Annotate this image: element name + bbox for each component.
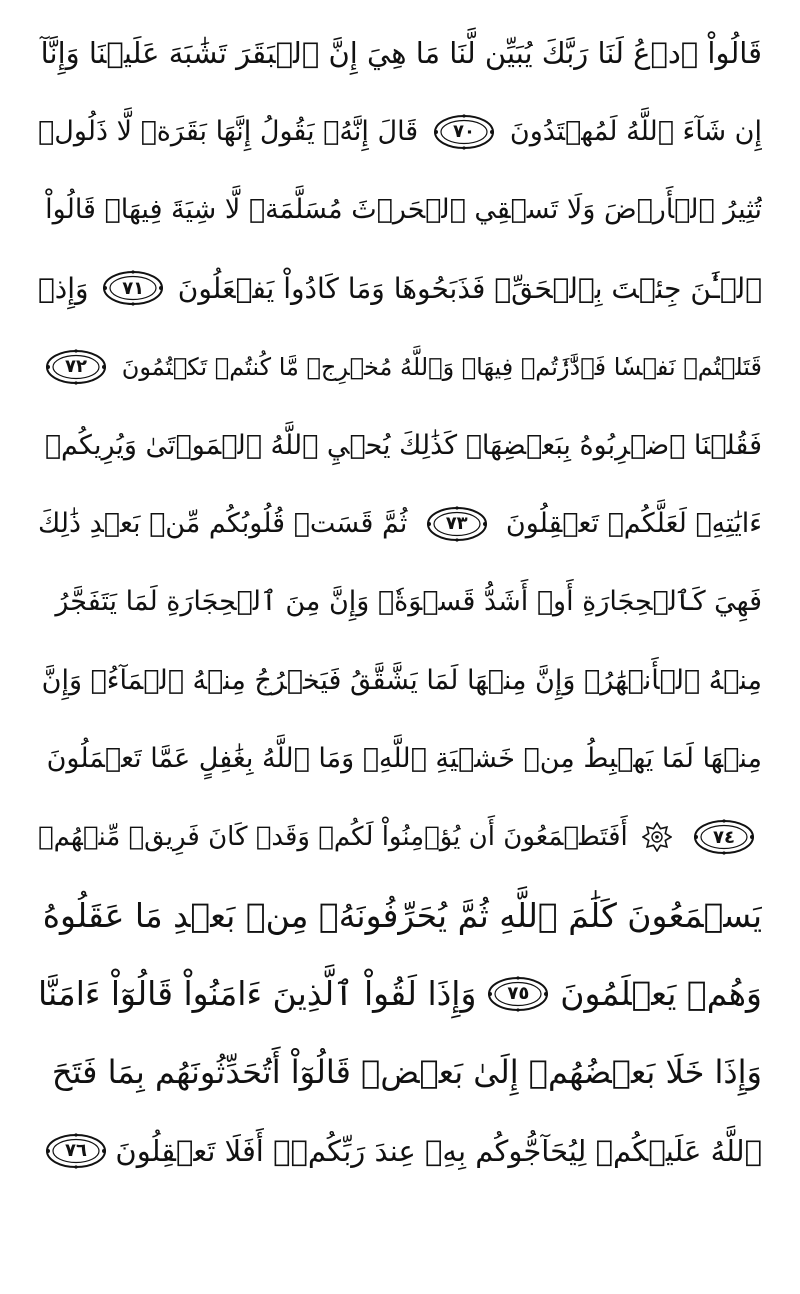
verse-line xyxy=(38,14,762,92)
verse-text: وَإِذَا لَقُواْ ٱلَّذِينَ ءَامَنُواْ قَالُوٓاْ ءَامَنَّا xyxy=(38,974,477,1014)
verse-line xyxy=(38,171,762,249)
verse-line xyxy=(38,1111,762,1189)
ayah-number: ٧٤ xyxy=(713,826,735,848)
verse-text: وَإِذۡ xyxy=(38,271,89,305)
verse-text: مِنۡهَا لَمَا يَهۡبِطُ مِنۡ خَشۡيَةِ ٱللَّهِۗ وَمَا ٱللَّهُ بِغَٰفِلٍ عَمَّا تَعۡمَلُونَ xyxy=(46,743,762,775)
verse-line xyxy=(38,1033,762,1111)
verse-text: تُثِيرُ ٱلۡأَرۡضَ وَلَا تَسۡقِي ٱلۡحَرۡثَ مُسَلَّمَةٞ لَّا شِيَةَ فِيهَاۚ قَالُواْ xyxy=(45,194,762,226)
ayah-number: ٧٦ xyxy=(65,1140,87,1162)
verse-line xyxy=(38,406,762,484)
ayah-number: ٧١ xyxy=(122,277,145,299)
verse-text: يَسۡمَعُونَ كَلَٰمَ ٱللَّهِ ثُمَّ يُحَرِّفُونَهُۥ مِنۢ بَعۡدِ مَا عَقَلُوهُ xyxy=(42,895,762,935)
verse-line xyxy=(38,92,762,170)
ayah-number: ٧٢ xyxy=(65,356,87,378)
ayah-number: ٧٠ xyxy=(453,121,476,143)
ayah-end-marker-icon xyxy=(44,348,108,386)
verse-text: وَإِذَا خَلَا بَعۡضُهُمۡ إِلَىٰ بَعۡضٖ قَالُوٓاْ أَتُحَدِّثُونَهُم بِمَا فَتَحَ xyxy=(51,1053,762,1092)
verse-line xyxy=(38,328,762,406)
verse-line xyxy=(38,484,762,562)
verse-line xyxy=(38,876,762,954)
verse-text: ٱلۡـَٰٔنَ جِئۡتَ بِٱلۡحَقِّۚ فَذَبَحُوهَا وَمَا كَادُواْ يَفۡعَلُونَ xyxy=(177,271,762,305)
ayah-end-marker-icon xyxy=(486,975,550,1013)
verse-text: إِن شَآءَ ٱللَّهُ لَمُهۡتَدُونَ xyxy=(509,116,762,148)
verse-text: فَهِيَ كَٱلۡحِجَارَةِ أَوۡ أَشَدُّ قَسۡوَةٗۚ وَإِنَّ مِنَ ٱلۡحِجَارَةِ لَمَا يَتَفَجَّرُ xyxy=(55,586,762,618)
ayah-end-marker-icon xyxy=(692,818,756,856)
ayah-end-marker-icon xyxy=(44,1132,108,1170)
verse-text: وَهُمۡ يَعۡلَمُونَ xyxy=(560,974,762,1014)
ayah-number: ٧٣ xyxy=(445,513,468,535)
ayah-end-marker-icon xyxy=(425,505,489,543)
ayah-number: ٧٥ xyxy=(507,983,530,1005)
verse-text: أَفَتَطۡمَعُونَ أَن يُؤۡمِنُواْ لَكُمۡ وَقَدۡ كَانَ فَرِيقٞ مِّنۡهُمۡ xyxy=(38,822,628,853)
verse-line xyxy=(38,641,762,719)
verse-line xyxy=(38,798,762,876)
verse-line xyxy=(38,563,762,641)
verse-text: ثُمَّ قَسَتۡ قُلُوبُكُم مِّنۢ بَعۡدِ ذَٰلِكَ xyxy=(38,508,408,540)
ayah-end-marker-icon xyxy=(101,269,165,307)
verse-line xyxy=(38,720,762,798)
verse-text: فَقُلۡنَا ٱضۡرِبُوهُ بِبَعۡضِهَاۚ كَذَٰلِكَ يُحۡيِ ٱللَّهُ ٱلۡمَوۡتَىٰ وَيُرِيكُمۡ xyxy=(44,429,762,461)
ayah-end-marker-icon xyxy=(432,113,496,151)
verse-text: مِنۡهُ ٱلۡأَنۡهَٰرُۚ وَإِنَّ مِنۡهَا لَمَا يَشَّقَّقُ فَيَخۡرُجُ مِنۡهُ ٱلۡمَآءُۚ وَإِنَّ xyxy=(41,664,762,696)
verse-text: قَالُواْ ٱدۡعُ لَنَا رَبَّكَ يُبَيِّن لَّنَا مَا هِيَ إِنَّ ٱلۡبَقَرَ تَشَٰبَهَ عَلَيۡنَا وَإِنَّآ xyxy=(40,36,762,71)
hizb-star-icon xyxy=(642,822,672,852)
verse-text: قَتَلۡتُمۡ نَفۡسٗا فَٱدَّٰرَٰٔتُمۡ فِيهَاۖ وَٱللَّهُ مُخۡرِجٞ مَّا كُنتُمۡ تَكۡتُمُونَ xyxy=(121,352,762,381)
verse-text: قَالَ إِنَّهُۥ يَقُولُ إِنَّهَا بَقَرَةٞ لَّا ذَلُولٞ xyxy=(38,116,419,148)
verse-line xyxy=(38,249,762,327)
verse-text: ٱللَّهُ عَلَيۡكُمۡ لِيُحَآجُّوكُم بِهِۦ عِندَ رَبِّكُمۡۚ أَفَلَا تَعۡقِلُونَ xyxy=(115,1133,762,1168)
verse-lines xyxy=(38,14,762,1190)
verse-text: ءَايَٰتِهِۦ لَعَلَّكُمۡ تَعۡقِلُونَ xyxy=(505,508,762,540)
verse-line xyxy=(38,955,762,1033)
